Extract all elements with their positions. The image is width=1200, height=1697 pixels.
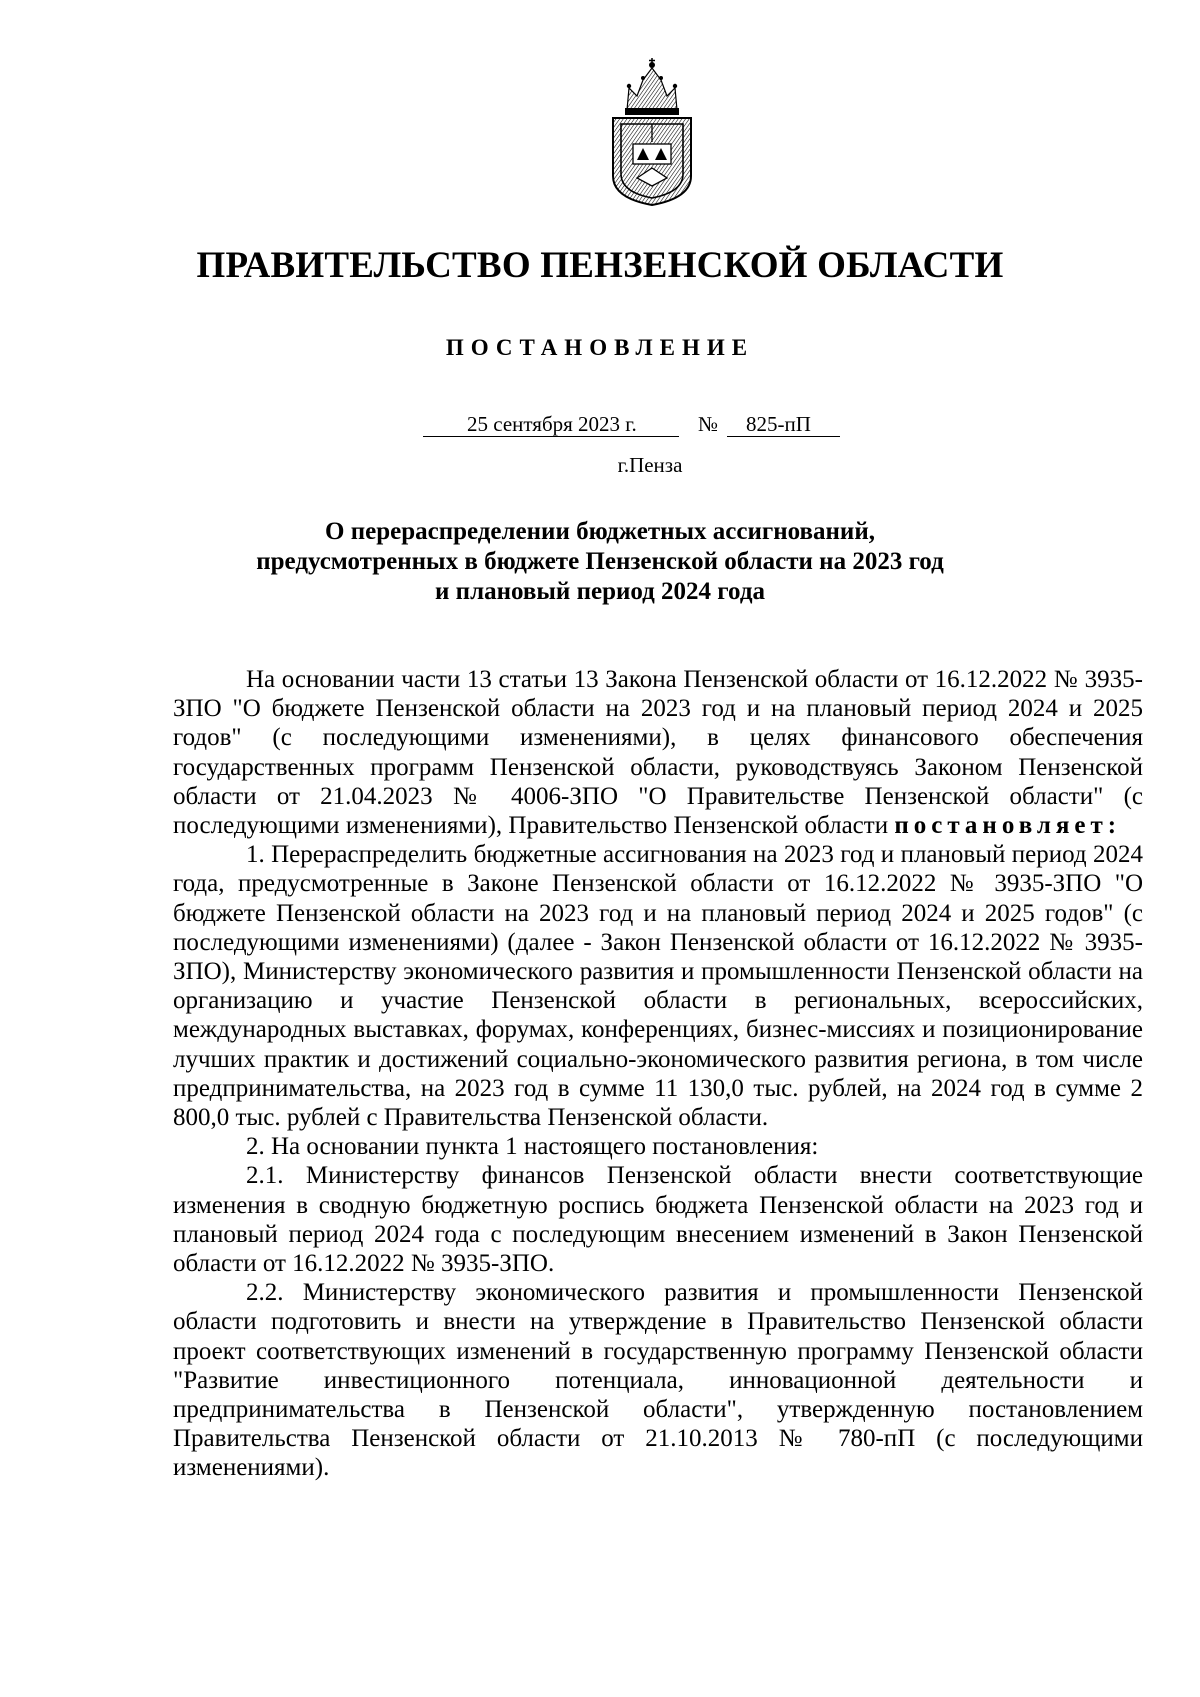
resolution-verb: постановляет:	[894, 812, 1122, 840]
body-paragraph: 2. На основании пункта 1 настоящего постановления:	[246, 1133, 819, 1161]
document-subject	[0, 517, 1200, 607]
document-number: 825-пП	[746, 412, 811, 436]
subject-line: О перераспределении бюджетных ассигнований,	[325, 518, 875, 545]
document-date: 25 сентября 2023 г.	[467, 412, 637, 436]
body-paragraph: 2.2. Министерству экономического развития и промышленности Пензенской области подготовить и внести на утверждение в Правительство Пензенской области проект соответствующих изменений в государственную программу Пензенской области "Развитие инвестиционного потенциала, инновационной деятельности и предпринимательства в Пензенской области", утвержденную постановлением Правительства Пензенской области от 21.10.2013 № 780-пП (с последующими изменениями).	[173, 1279, 1143, 1482]
body-paragraph: 1. Перераспределить бюджетные ассигнования на 2023 год и плановый период 2024 года, предусмотренные в Законе Пензенской области от 16.12.2022 № 3935-ЗПО "О бюджете Пензенской области на 2023 год и на плановый период 2024 и 2025 годов" (с последующими изменениями) (далее - Закон Пензенской области от 16.12.2022 № 3935-ЗПО), Министерству экономического развития и промышленности Пензенской области на организацию и участие Пензенской области в региональных, всероссийских, международных выставках, форумах, конференциях, бизнес-миссиях и позиционирование лучших практик и достижений социально-экономического развития региона, в том числе предпринимательства, на 2023 год в сумме 11 130,0 тыс. рублей, на 2024 год в сумме 2 800,0 тыс. рублей с Правительства Пензенской области.	[173, 841, 1143, 1132]
body-paragraph: 2.1. Министерству финансов Пензенской области внести соответствующие изменения в сводную бюджетную роспись бюджета Пензенской области на 2023 год и плановый период 2024 года с последующим внесением изменений в Закон Пензенской области от 16.12.2022 № 3935-ЗПО.	[173, 1162, 1143, 1278]
subject-line: и плановый период 2024 года	[435, 578, 765, 605]
coat-of-arms-emblem	[607, 58, 697, 206]
preamble-paragraph	[173, 665, 1143, 840]
government-title: ПРАВИТЕЛЬСТВО ПЕНЗЕНСКОЙ ОБЛАСТИ	[196, 245, 1004, 286]
number-sign: №	[698, 412, 719, 436]
document-type-heading: ПОСТАНОВЛЕНИЕ	[445, 335, 755, 360]
preamble-text: На основании части 13 статьи 13 Закона Пензенской области от 16.12.2022 № 3935-ЗПО "О бюджете Пензенской области на 2023 год и на плановый период 2024 и 2025 годов" (с последующими изменениями), в целях финансового обеспечения государственных программ Пензенской области, руководствуясь Законом Пензенской области от 21.04.2023 № 4006-ЗПО "О Правительстве Пензенской области" (с последующими изменениями), Правительство Пензенской области	[173, 666, 1143, 840]
document-body	[173, 665, 1143, 1483]
subject-line: предусмотренных в бюджете Пензенской области на 2023 год	[256, 548, 944, 575]
date-underline	[423, 436, 679, 437]
city-name: г.Пенза	[617, 453, 683, 477]
number-underline	[727, 436, 840, 437]
